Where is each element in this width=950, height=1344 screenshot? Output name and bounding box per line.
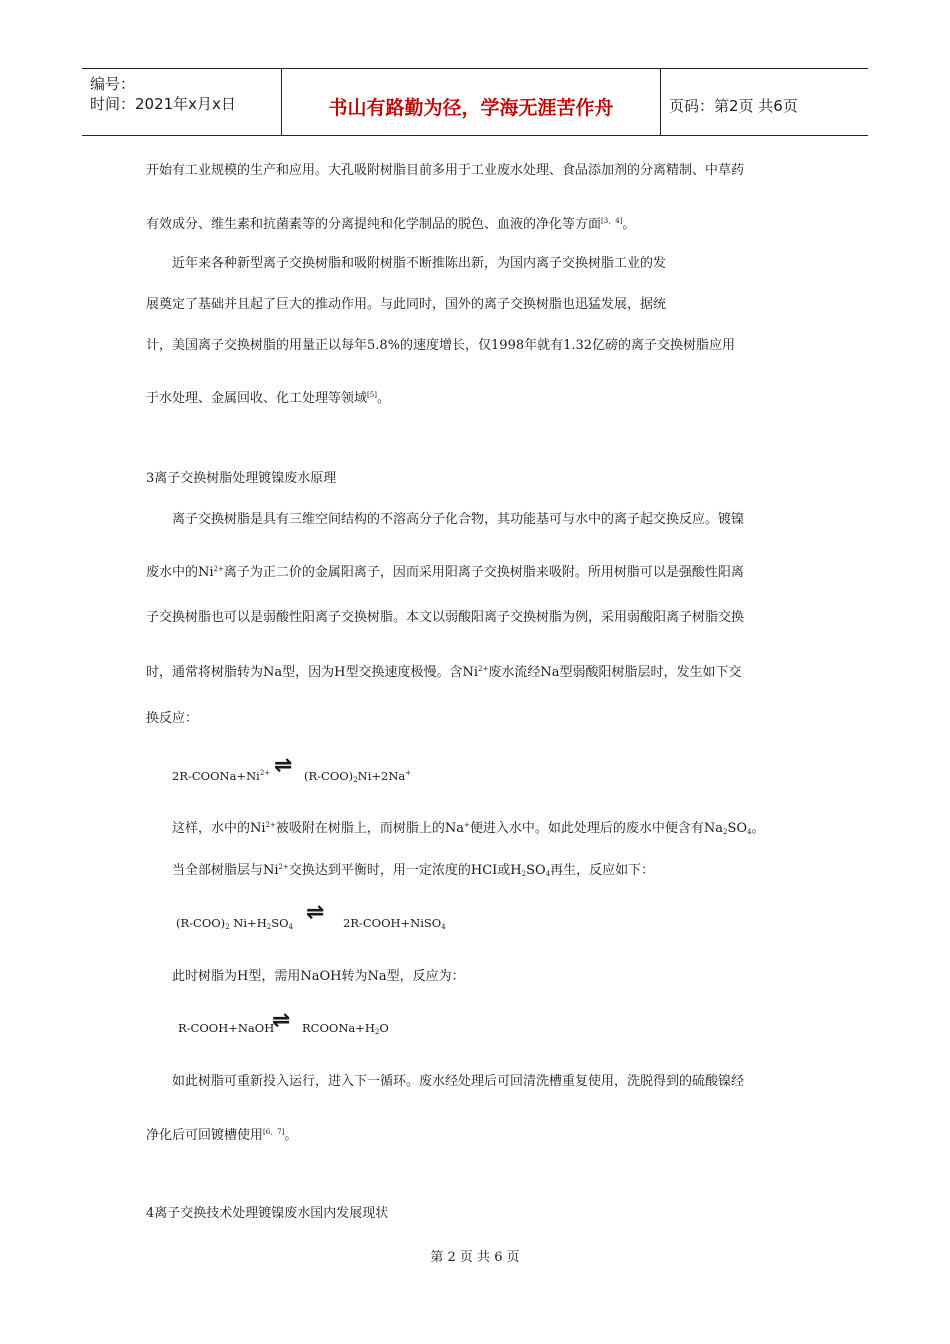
paragraph-line: 此时树脂为H型，需用NaOH转为Na型，反应为： (172, 969, 465, 984)
page-footer: 第 2 页 共 6 页 (430, 1250, 520, 1265)
equation-2-right: 2R-COOH+NiSO$_4$ (343, 916, 446, 931)
page-header-table (82, 68, 868, 136)
paragraph-line: 有效成分、维生素和抗菌素等的分离提纯和化学制品的脱色、血液的净化等方面[3，4]。 (146, 217, 636, 232)
citation: [6，7] (263, 1128, 285, 1136)
header-info-cell (82, 69, 282, 135)
paragraph-line: 净化后可回镀槽使用[6，7]。 (146, 1128, 298, 1143)
paragraph-line: 开始有工业规模的生产和应用。大孔吸附树脂目前多用于工业废水处理、食品添加剂的分离精制、中草药 (146, 163, 745, 178)
number-label: 编号： (90, 75, 136, 93)
equation-3-left: R-COOH+NaOH (178, 1021, 275, 1035)
equilibrium-arrow-icon: ⇌ (272, 1008, 291, 1033)
paragraph-line: 如此树脂可重新投入运行，进入下一循环。废水经处理后可回清洗槽重复使用，洗脱得到的硫酸镍经 (172, 1074, 745, 1089)
paragraph-line: 计，美国离子交换树脂的用量正以每年5.8%的速度增长，仅1998年就有1.32亿磅的离子交换树脂应用 (146, 338, 736, 353)
paragraph-line: 换反应： (146, 711, 199, 726)
motto: 书山有路勤为径，学海无涯苦作舟 (328, 97, 614, 119)
header-page-cell (661, 69, 868, 135)
paragraph-line: 时，通常将树脂转为Na型，因为H型交换速度极慢。含$Ni^{2+}$废水流经Na型弱酸阳树脂层时，发生如下交 (146, 665, 742, 680)
paragraph-line: 离子交换树脂是具有三维空间结构的不溶高分子化合物，其功能基可与水中的离子起交换反应。镀镍 (172, 512, 745, 527)
section-heading: 4离子交换技术处理镀镍废水国内发展现状 (146, 1206, 389, 1221)
citation: [3，4] (601, 217, 623, 225)
citation: [5] (367, 391, 377, 399)
equation-2-left: $(R-COO)_2$ $Ni+H_2SO_4$ (176, 916, 293, 931)
equilibrium-arrow-icon: ⇌ (274, 753, 293, 778)
equilibrium-arrow-icon: ⇌ (306, 900, 325, 925)
header-motto-cell (282, 69, 661, 135)
page-label: 页码：第2页 共6页 (669, 97, 798, 115)
section-heading: 3离子交换树脂处理镀镍废水原理 (146, 471, 337, 486)
paragraph-line: 当全部树脂层与$Ni^{2+}$交换达到平衡时，用一定浓度的HCI或$H_2SO_4$再生，反应如下： (172, 863, 655, 878)
equation-3-right: $RCOONa+H_2O$ (302, 1021, 389, 1036)
paragraph-line: 于水处理、金属回收、化工处理等领域[5]。 (146, 391, 390, 406)
paragraph-line: 展奠定了基础并且起了巨大的推动作用。与此同时，国外的离子交换树脂也迅猛发展，据统 (146, 297, 667, 312)
time-label: 时间：2021年x月x日 (90, 95, 236, 113)
equation-1-right: $(R-COO)_2Ni+2Na^+$ (304, 769, 412, 784)
paragraph-line: 近年来各种新型离子交换树脂和吸附树脂不断推陈出新，为国内离子交换树脂工业的发 (172, 256, 667, 271)
equation-1-left: $2R-COONa+Ni^{2+}$ (172, 769, 271, 783)
paragraph-line: 子交换树脂也可以是弱酸性阳离子交换树脂。本文以弱酸阳离子交换树脂为例，采用弱酸阳离子树脂交换 (146, 610, 745, 625)
paragraph-line: 废水中的$Ni^{2+}$离子为正二价的金属阳离子，因而采用阳离子交换树脂来吸附。所用树脂可以是强酸性阳离 (146, 565, 744, 580)
paragraph-line: 这样，水中的$Ni^{2+}$被吸附在树脂上，而树脂上的Na+便进入水中。如此处理后的废水中便含有$Na_2SO_4$。 (172, 821, 765, 836)
